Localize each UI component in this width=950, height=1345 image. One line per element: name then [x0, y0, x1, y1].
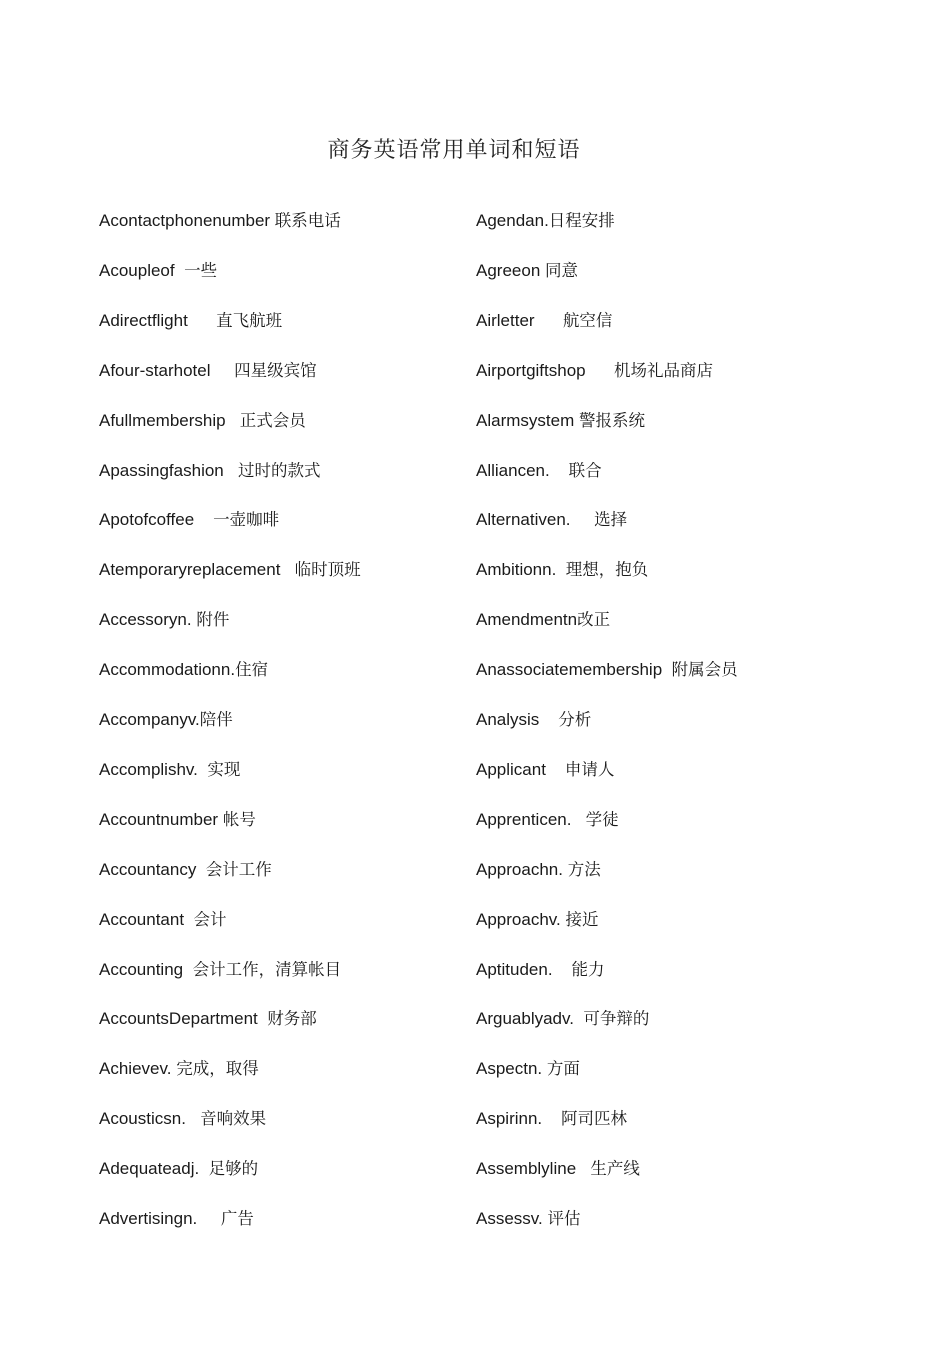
- term-separator: [258, 1009, 267, 1028]
- left-column-entry: [99, 310, 282, 332]
- english-term: Amendmentn: [476, 610, 578, 630]
- chinese-meaning: 会计: [193, 909, 227, 929]
- term-separator: [211, 361, 235, 380]
- english-term: Arguablyadv.: [476, 1009, 574, 1029]
- english-term: Aspirinn.: [476, 1109, 543, 1129]
- term-separator: [535, 311, 563, 330]
- english-term: Afullmembership: [99, 410, 226, 430]
- right-column-entry: [476, 1008, 649, 1030]
- english-term: Atemporaryreplacement: [99, 560, 281, 580]
- term-separator: [542, 1109, 561, 1128]
- english-term: Apotofcoffee: [99, 510, 195, 530]
- chinese-meaning: 方法: [567, 859, 601, 879]
- english-term: Accountnumber: [99, 809, 219, 829]
- left-column-entry: [99, 260, 217, 282]
- chinese-meaning: 一壶咖啡: [213, 510, 280, 530]
- chinese-meaning: 接近: [565, 909, 599, 929]
- right-column-entry: [476, 509, 627, 531]
- english-term: Applicant: [476, 759, 546, 779]
- english-term: Alliancen.: [476, 460, 550, 480]
- right-column-entry: [476, 909, 598, 931]
- left-column-entry: [99, 1158, 258, 1180]
- left-column-entry: [99, 609, 229, 631]
- right-column-entry: [476, 1158, 640, 1180]
- english-term: Adequateadj.: [99, 1159, 200, 1179]
- right-column-entry: [476, 759, 614, 781]
- term-separator: [546, 760, 565, 779]
- term-separator: [183, 960, 192, 979]
- english-term: Accountancy: [99, 859, 197, 879]
- left-column-entry: [99, 909, 227, 931]
- right-column-entry: [476, 1108, 627, 1130]
- right-column-entry: [476, 859, 601, 881]
- chinese-meaning: 分析: [558, 710, 592, 729]
- term-separator: [184, 910, 193, 929]
- english-term: Ambitionn.: [476, 560, 557, 580]
- english-term: Alternativen.: [476, 510, 571, 530]
- right-column-entry: [476, 410, 645, 432]
- chinese-meaning: 四星级宾馆: [234, 360, 317, 380]
- english-term: Agreeon: [476, 260, 541, 280]
- term-separator: [175, 261, 184, 280]
- chinese-meaning: 可争辩的: [583, 1009, 650, 1029]
- chinese-meaning: 联系电话: [274, 211, 341, 230]
- chinese-meaning: 临时顶班: [294, 560, 361, 580]
- right-column-entry: [476, 959, 604, 981]
- chinese-meaning: 音响效果: [200, 1109, 267, 1129]
- chinese-meaning: 申请人: [564, 759, 615, 779]
- chinese-meaning: 正式会员: [239, 410, 306, 430]
- term-separator: [196, 860, 205, 879]
- english-term: Aspectn.: [476, 1059, 543, 1079]
- right-column-entry: [476, 460, 602, 482]
- term-separator: [188, 311, 216, 330]
- chinese-meaning: 广告: [220, 1209, 254, 1228]
- left-column-entry: [99, 360, 317, 382]
- chinese-meaning: 生产线: [590, 1159, 640, 1179]
- page-title: 商务英语常用单词和短语: [327, 138, 581, 163]
- left-column-entry: [99, 1058, 259, 1080]
- chinese-meaning: 评估: [547, 1209, 581, 1228]
- term-separator: [199, 1159, 208, 1178]
- term-separator: [556, 560, 565, 579]
- term-separator: [576, 1159, 590, 1178]
- left-column-entry: [99, 809, 256, 831]
- chinese-meaning: 一些: [184, 260, 218, 280]
- english-term: Assemblyline: [476, 1159, 577, 1179]
- right-column-entry: [476, 310, 612, 332]
- english-term: Analysis: [476, 710, 540, 729]
- left-column-entry: [99, 709, 233, 731]
- chinese-meaning: 帐号: [222, 809, 256, 829]
- english-term: Anassociatemembership: [476, 660, 663, 680]
- term-separator: [586, 361, 614, 380]
- right-column-entry: [476, 659, 738, 681]
- left-column-entry: [99, 410, 306, 432]
- english-term: Approachn.: [476, 859, 563, 879]
- right-column-entry: [476, 709, 591, 731]
- chinese-meaning: 阿司匹林: [561, 1109, 628, 1129]
- left-column-entry: [99, 659, 268, 681]
- left-column-entry: [99, 460, 320, 482]
- left-column-entry: [99, 1008, 317, 1030]
- english-term: Alarmsystem: [476, 410, 575, 430]
- right-column-entry: [476, 609, 610, 631]
- chinese-meaning: 警报系统: [578, 410, 645, 430]
- english-term: Achievev.: [99, 1059, 172, 1079]
- left-column-entry: [99, 559, 361, 581]
- chinese-meaning: 附属会员: [671, 660, 738, 680]
- term-separator: [571, 510, 595, 529]
- chinese-meaning: 陪伴: [199, 710, 233, 729]
- left-column-entry: [99, 1208, 254, 1230]
- right-column-entry: [476, 559, 648, 581]
- chinese-meaning: 住宿: [235, 660, 269, 680]
- left-column-entry: [99, 759, 240, 781]
- chinese-meaning: 财务部: [267, 1009, 317, 1029]
- left-column-entry: [99, 509, 279, 531]
- chinese-meaning: 机场礼品商店: [613, 360, 713, 380]
- english-term: Acontactphonenumber: [99, 211, 271, 230]
- chinese-meaning: 方面: [546, 1059, 580, 1079]
- term-separator: [224, 461, 238, 480]
- chinese-meaning: 选择: [594, 510, 628, 530]
- right-column-entry: [476, 260, 578, 282]
- chinese-meaning: 能力: [571, 959, 605, 979]
- chinese-meaning: 足够的: [208, 1159, 259, 1179]
- chinese-meaning: 联合: [568, 460, 602, 480]
- chinese-meaning: 理想，抱负: [565, 560, 649, 580]
- english-term: Afour-starhotel: [99, 360, 211, 380]
- chinese-meaning: 直飞航班: [216, 310, 283, 330]
- term-separator: [574, 1009, 583, 1028]
- chinese-meaning: 过时的款式: [237, 460, 321, 480]
- english-term: Apprenticen.: [476, 809, 572, 829]
- english-term: Accompanyv.: [99, 710, 200, 729]
- english-term: Acousticsn.: [99, 1109, 186, 1129]
- term-separator: [197, 1209, 221, 1228]
- chinese-meaning: 会计工作: [205, 859, 272, 879]
- term-separator: [280, 560, 294, 579]
- right-column-entry: [476, 809, 619, 831]
- left-column-entry: [99, 210, 341, 232]
- english-term: Accountant: [99, 909, 185, 929]
- chinese-meaning: 日程安排: [548, 211, 615, 230]
- term-separator: [539, 710, 558, 729]
- term-separator: [550, 461, 569, 480]
- right-column-entry: [476, 360, 713, 382]
- term-separator: [571, 810, 585, 829]
- english-term: Approachv.: [476, 909, 561, 929]
- chinese-meaning: 改正: [577, 610, 611, 630]
- term-separator: [226, 411, 240, 430]
- term-separator: [194, 510, 213, 529]
- chinese-meaning: 同意: [545, 260, 579, 280]
- english-term: Adirectflight: [99, 310, 188, 330]
- english-term: Advertisingn.: [99, 1209, 198, 1228]
- english-term: Airportgiftshop: [476, 360, 586, 380]
- english-term: Accommodationn.: [99, 660, 236, 680]
- right-column-entry: [476, 1208, 581, 1230]
- english-term: Airletter: [476, 310, 535, 330]
- english-term: Agendan.: [476, 211, 549, 230]
- right-column-entry: [476, 210, 615, 232]
- left-column-entry: [99, 859, 272, 881]
- chinese-meaning: 完成，取得: [176, 1059, 259, 1079]
- english-term: Aptituden.: [476, 959, 553, 979]
- chinese-meaning: 附件: [196, 610, 230, 630]
- term-separator: [553, 960, 572, 979]
- chinese-meaning: 会计工作，清算帐目: [192, 959, 342, 979]
- chinese-meaning: 实现: [207, 759, 241, 779]
- english-term: Accessoryn.: [99, 610, 192, 630]
- english-term: Apassingfashion: [99, 460, 224, 480]
- chinese-meaning: 航空信: [562, 310, 613, 330]
- english-term: Accomplishv.: [99, 759, 198, 779]
- term-separator: [662, 660, 671, 679]
- chinese-meaning: 学徒: [585, 809, 619, 829]
- english-term: Assessv.: [476, 1209, 543, 1228]
- english-term: Acoupleof: [99, 260, 175, 280]
- term-separator: [198, 760, 207, 779]
- english-term: Accounting: [99, 959, 184, 979]
- left-column-entry: [99, 1108, 266, 1130]
- left-column-entry: [99, 959, 341, 981]
- term-separator: [186, 1109, 200, 1128]
- right-column-entry: [476, 1058, 580, 1080]
- english-term: AccountsDepartment: [99, 1009, 258, 1029]
